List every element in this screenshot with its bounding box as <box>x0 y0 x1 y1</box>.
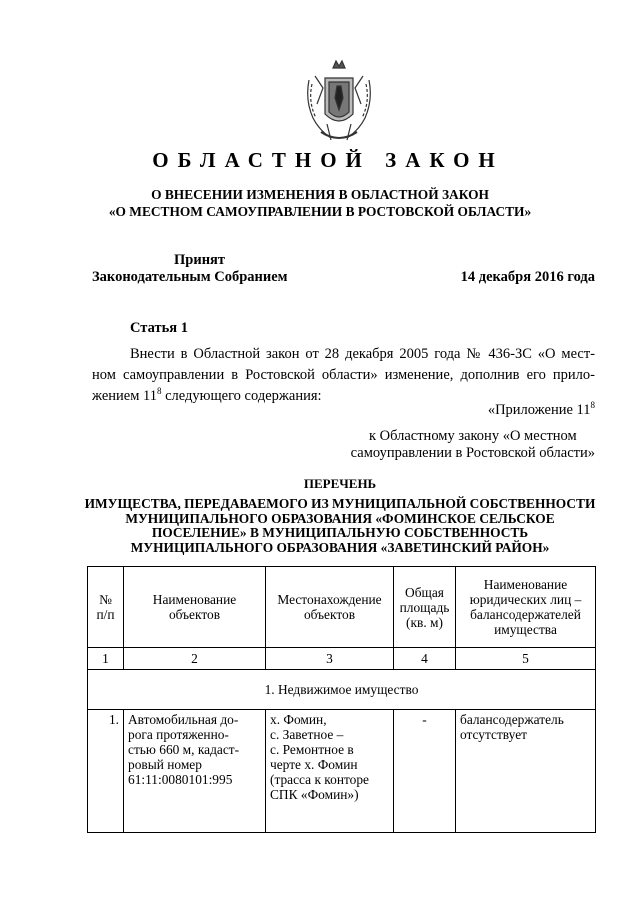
law-subtitle <box>0 186 640 220</box>
coat-of-arms-emblem <box>303 58 375 144</box>
column-number-cell: 4 <box>394 648 456 670</box>
property-table <box>87 566 596 833</box>
header-text: п/п <box>96 607 115 622</box>
cell-line: черте х. Фомин <box>270 757 358 772</box>
header-text: имущества <box>494 622 557 637</box>
article-text-fragment: жением 11 <box>92 388 157 404</box>
adopted-by: Законодательным Собранием <box>92 269 288 285</box>
appendix-reference-line: самоуправлении в Ростовской области» <box>350 445 595 461</box>
header-cell-number <box>88 567 124 648</box>
header-text: балансодержателей <box>470 607 581 622</box>
law-type-heading: ОБЛАСТНОЙ ЗАКОН <box>152 148 504 172</box>
article-title: Статья 1 <box>130 320 188 336</box>
header-text: Местонахождение <box>277 592 382 607</box>
header-text: Общая <box>405 584 444 600</box>
column-number-cell: 1 <box>88 648 124 670</box>
superscript: 8 <box>156 386 162 396</box>
row-location <box>266 710 394 833</box>
list-title: ПЕРЕЧЕНЬ <box>303 476 377 491</box>
column-number-cell: 5 <box>456 648 596 670</box>
header-text: юридических лиц – <box>469 592 582 607</box>
row-number: 1. <box>88 710 124 833</box>
header-text: Наименование <box>483 577 568 592</box>
article-text-fragment: следующего содержания: <box>161 388 322 404</box>
column-number-cell: 3 <box>266 648 394 670</box>
appendix-label <box>488 402 595 419</box>
row-balance-holder <box>456 710 596 833</box>
cell-line: отсутствует <box>460 727 527 742</box>
cell-line: рога протяженно- <box>128 727 229 742</box>
list-subtitle-line: МУНИЦИПАЛЬНОГО ОБРАЗОВАНИЯ «ЗАВЕТИНСКИЙ РАЙОН» <box>130 539 550 555</box>
header-cell-area <box>394 567 456 648</box>
list-subtitle-line: ПОСЕЛЕНИЕ» В МУНИЦИПАЛЬНУЮ СОБСТВЕННОСТЬ <box>151 525 529 540</box>
superscript: 8 <box>590 400 595 410</box>
header-cell-location <box>266 567 394 648</box>
cell-line: 61:11:0080101:995 <box>128 772 233 787</box>
section-title: 1. Недвижимое имущество <box>88 670 596 710</box>
row-object-name <box>124 710 266 833</box>
cell-line: х. Фомин, <box>270 712 327 727</box>
row-area: - <box>394 710 456 833</box>
header-text: Наименование <box>152 592 237 607</box>
section-row <box>88 670 596 710</box>
article-line: ном самоуправлении в Ростовской области» изменение, дополнив его прило- <box>92 367 595 383</box>
law-subtitle-line: О ВНЕСЕНИИ ИЗМЕНЕНИЯ В ОБЛАСТНОЙ ЗАКОН <box>151 187 489 202</box>
cell-line: СПК «Фомин») <box>270 787 359 802</box>
list-subtitle-line: ИМУЩЕСТВА, ПЕРЕДАВАЕМОГО ИЗ МУНИЦИПАЛЬНОЙ СОБСТВЕННОСТИ <box>84 496 596 511</box>
table-header-row <box>88 567 596 648</box>
list-subtitle <box>0 497 640 555</box>
cell-line: стью 660 м, кадаст- <box>128 742 240 757</box>
header-cell-name <box>124 567 266 648</box>
adopted-date: 14 декабря 2016 года <box>460 269 595 285</box>
column-number-cell: 2 <box>124 648 266 670</box>
column-number-row <box>88 648 596 670</box>
law-subtitle-line: «О МЕСТНОМ САМОУПРАВЛЕНИИ В РОСТОВСКОЙ ОБЛАСТИ» <box>108 204 532 219</box>
header-text: № <box>99 592 112 607</box>
cell-line: с. Заветное – <box>270 727 344 742</box>
adopted-label: Принят <box>174 252 226 268</box>
list-subtitle-line: МУНИЦИПАЛЬНОГО ОБРАЗОВАНИЯ «ФОМИНСКОЕ СЕЛЬСКОЕ <box>125 510 555 526</box>
cell-line: (трасса к конторе <box>270 772 370 787</box>
header-text: объектов <box>303 607 356 622</box>
cell-line: с. Ремонтное в <box>270 742 354 757</box>
appendix-label-text: «Приложение 11 <box>487 402 591 418</box>
cell-line: ровый номер <box>128 757 202 772</box>
header-text: (кв. м) <box>406 614 443 630</box>
header-text: площадь <box>399 599 450 615</box>
header-text: объектов <box>168 607 221 622</box>
article-body <box>92 344 595 407</box>
cell-line: балансодержатель <box>460 712 564 727</box>
article-line: Внести в Областной закон от 28 декабря 2005 года № 436-ЗС «О мест- <box>130 346 595 362</box>
cell-line: Автомобильная до- <box>128 712 239 727</box>
appendix-reference-line: к Областному закону «О местном <box>368 428 577 444</box>
header-cell-holder <box>456 567 596 648</box>
table-row <box>88 710 596 833</box>
appendix-reference <box>351 428 595 462</box>
